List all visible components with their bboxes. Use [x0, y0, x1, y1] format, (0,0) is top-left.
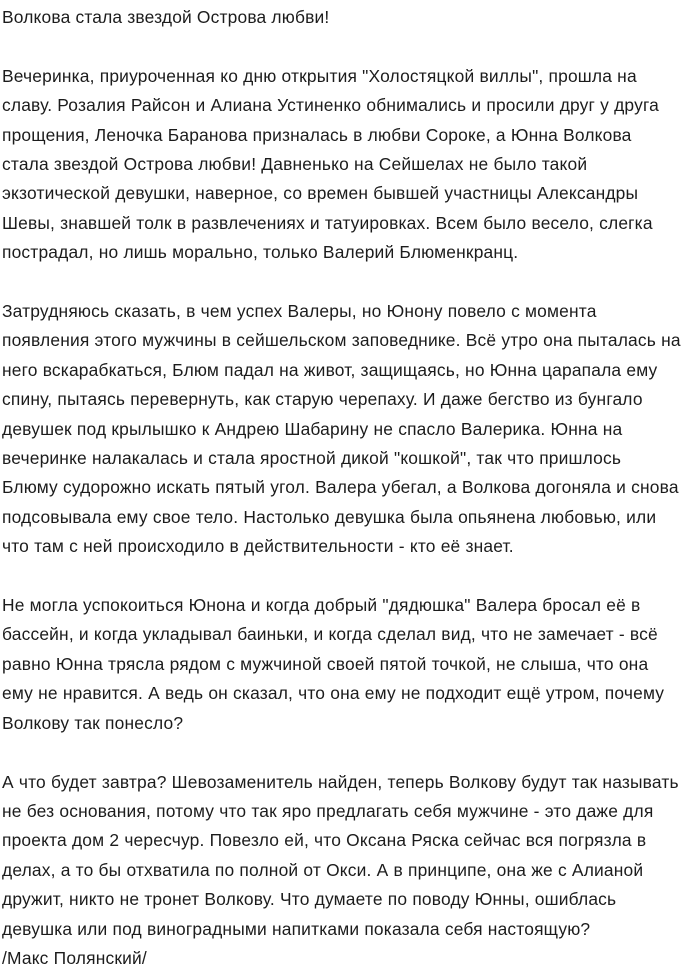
article-paragraph-4 [2, 768, 681, 973]
article-paragraph-3: Не могла успокоиться Юнона и когда добрый "дядюшка" Валера бросал её в бассейн, и когда укладывал баиньки, и когда сделал вид, что не замечает - всё равно Юнна трясла рядом с мужчиной своей пятой точкой, не слыша, что она ему не нравится. А ведь он сказал, что она ему не подходит ещё утром, почему Волкову так понесло? [2, 591, 681, 738]
article-signature: /Макс Полянский/ [2, 944, 681, 973]
article-paragraph-2: Затрудняюсь сказать, в чем успех Валеры, но Юнону повело с момента появления этого мужчины в сейшельском заповеднике. Всё утро она пыталась на него вскарабкаться, Блюм падал на живот, защищаясь, но Юнна царапала ему спину, пытаясь перевернуть, как старую черепаху. И даже бегство из бунгало девушек под крылышко к Андрею Шабарину не спасло Валерика. Юнна на вечеринке налакалась и стала яростной дикой "кошкой", так что пришлось Блюму судорожно искать пятый угол. Валера убегал, а Волкова догоняла и снова подсовывала ему свое тело. Настолько девушка была опьянена любовью, или что там с ней происходило в действительности - кто её знает. [2, 297, 681, 562]
article-paragraph-4-text: А что будет завтра? Шевозаменитель найден, теперь Волкову будут так называть не без основания, потому что так яро предлагать себя мужчине - это даже для проекта дом 2 чересчур. Повезло ей, что Оксана Ряска сейчас вся погрязла в делах, а то бы отхватила по полной от Окси. А в принципе, она же с Алианой дружит, никто не тронет Волкову. Что думаете по поводу Юнны, ошиблась девушка или под виноградными напитками показала себя настоящую? [2, 772, 679, 939]
article-paragraph-1: Вечеринка, приуроченная ко дню открытия "Холостяцкой виллы", прошла на славу. Розалия Райсон и Алиана Устиненко обнимались и просили друг у друга прощения, Леночка Баранова призналась в любви Сороке, а Юнна Волкова стала звездой Острова любви! Давненько на Сейшелах не было такой экзотической девушки, наверное, со времен бывшей участницы Александры Шевы, знавшей толк в развлечениях и татуировках. Всем было весело, слегка пострадал, но лишь морально, только Валерий Блюменкранц. [2, 62, 681, 268]
article-headline: Волкова стала звездой Острова любви! [2, 3, 681, 32]
